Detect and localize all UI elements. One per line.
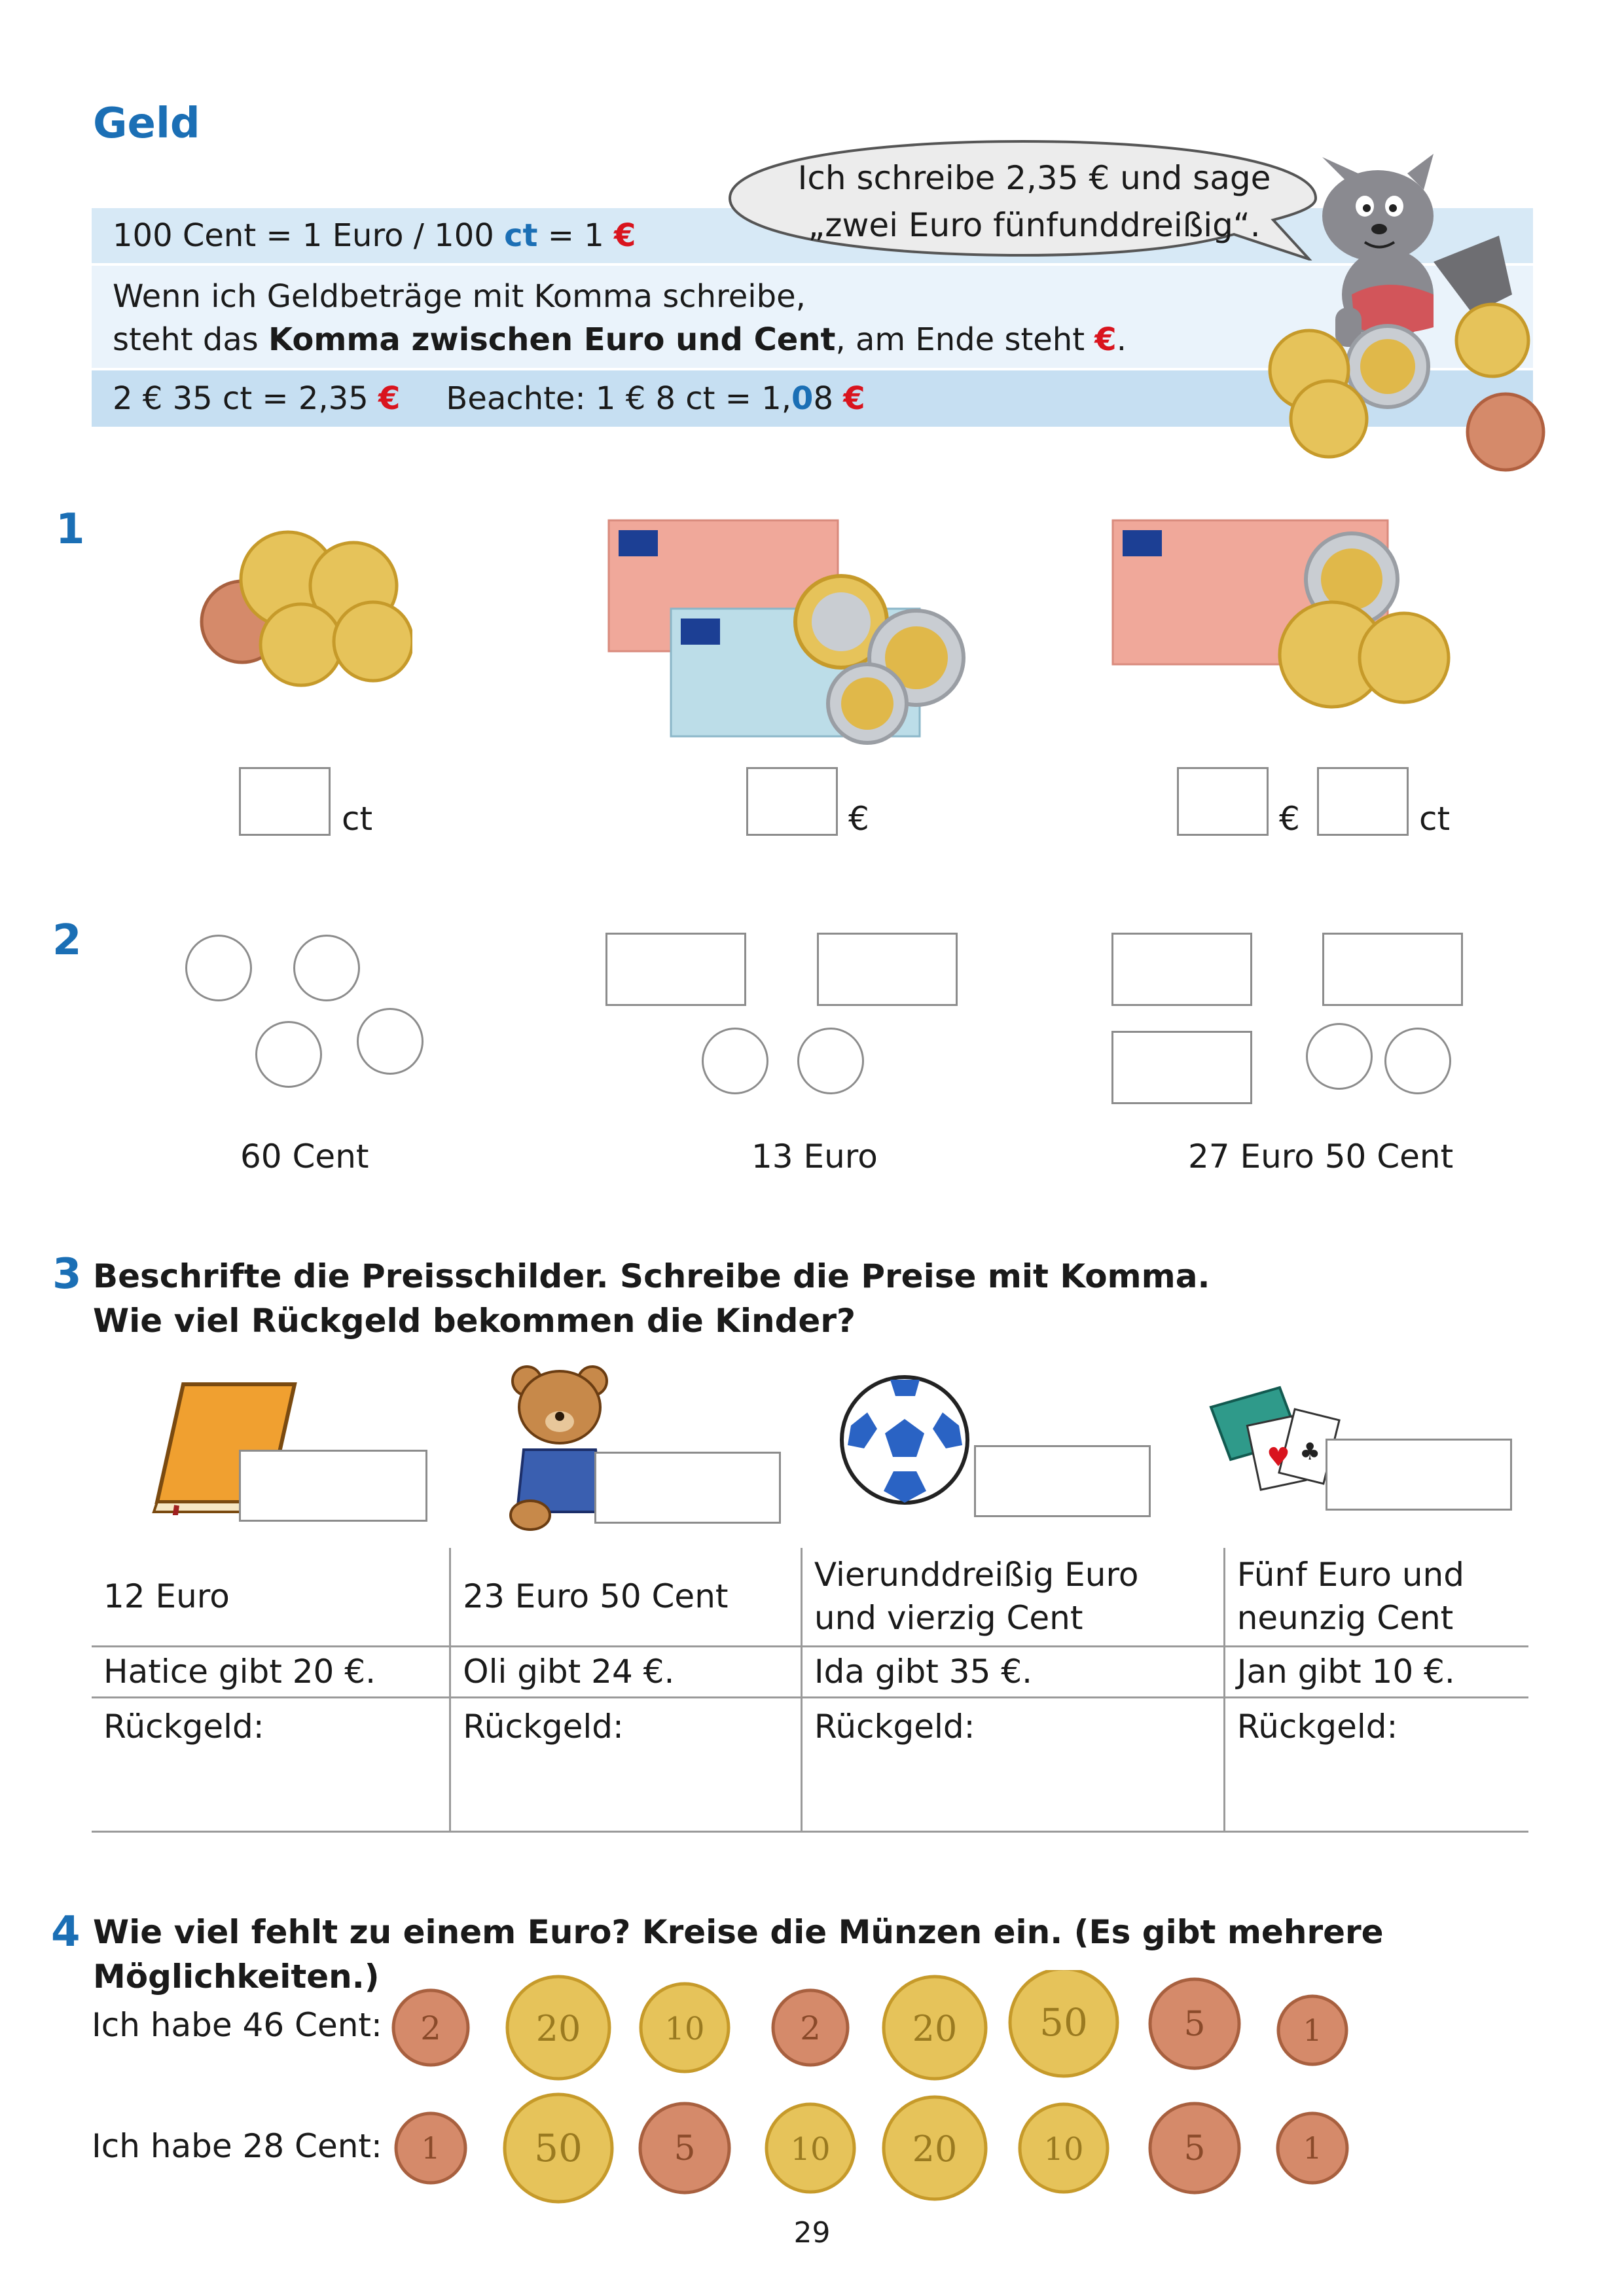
rule2-line1: Wenn ich Geldbeträge mit Komma schreibe, (113, 278, 806, 315)
task3-instruction-line2: Wie viel Rückgeld bekommen die Kinder? (93, 1302, 856, 1340)
svg-text:♣: ♣ (1299, 1439, 1321, 1465)
rule3-euro2: € (843, 380, 865, 417)
note-rect[interactable] (1322, 933, 1463, 1006)
rule2-end: . (1116, 321, 1127, 358)
coin-50-cent-icon (1010, 1970, 1117, 2076)
answer-box-2-euro[interactable] (746, 767, 838, 836)
task3-number: 3 (52, 1250, 82, 1299)
svg-text:10: 10 (1043, 2131, 1084, 2168)
note-rect[interactable] (817, 933, 958, 1006)
note-rect[interactable] (1111, 933, 1252, 1006)
page-number: 29 (793, 2216, 831, 2250)
coin-50-cent-icon (505, 2094, 612, 2202)
change-cell-2[interactable]: Rückgeld: (450, 1697, 802, 1831)
svg-text:20: 20 (912, 2008, 958, 2049)
price-text-4a: Fünf Euro und (1236, 1556, 1464, 1594)
price-tag-cards[interactable] (1326, 1439, 1512, 1511)
coin-circle[interactable] (255, 1021, 322, 1088)
note-rect[interactable] (1111, 1031, 1252, 1104)
task4-row2-label: Ich habe 28 Cent: (92, 2127, 382, 2165)
notes-coins-group-3-icon (1110, 517, 1463, 713)
price-text-1: 12 Euro (103, 1577, 230, 1616)
task3-table (92, 1548, 1528, 1833)
unit-euro-2: € (848, 800, 869, 838)
coin-circle[interactable] (797, 1028, 864, 1094)
task4-number: 4 (51, 1908, 81, 1956)
task3-instruction-line1: Beschrifte die Preisschilder. Schreibe die Preise mit Komma. (93, 1257, 1210, 1295)
price-cell-4 (1224, 1548, 1528, 1646)
rule1-text: 100 Cent = 1 Euro / 100 (113, 217, 505, 254)
price-cell-3 (801, 1548, 1224, 1646)
gives-cell-3: Ida gibt 35 €. (801, 1646, 1224, 1697)
coin-circle[interactable] (702, 1028, 768, 1094)
coin-20-cent-icon (884, 2097, 986, 2199)
unit-ct-3: ct (1419, 800, 1451, 838)
svg-text:10: 10 (790, 2131, 831, 2168)
unit-ct-1: ct (342, 800, 373, 838)
coin-10-cent-icon (767, 2104, 854, 2192)
svg-text:5: 5 (1183, 2005, 1206, 2044)
rule3-euro1: € (378, 380, 401, 417)
price-tag-teddy[interactable] (594, 1452, 781, 1524)
note-rect[interactable] (605, 933, 746, 1006)
coin-5-cent-icon (1150, 1979, 1239, 2068)
coin-circle[interactable] (1384, 1028, 1451, 1094)
price-tag-book[interactable] (239, 1450, 427, 1522)
coin-20-cent-icon (507, 1977, 609, 2079)
task2-label-2: 13 Euro (751, 1138, 878, 1175)
coin-5-cent-icon (1150, 2104, 1239, 2193)
answer-box-3-ct[interactable] (1317, 767, 1409, 836)
soccer-ball-icon (838, 1373, 972, 1507)
task4-row1-label: Ich habe 46 Cent: (92, 2006, 382, 2044)
price-cell-2 (450, 1548, 802, 1646)
coin-20-cent-icon (884, 1977, 986, 2079)
page-title: Geld (93, 99, 200, 148)
coin-2-cent-icon (773, 1990, 848, 2065)
svg-text:50: 50 (1039, 2000, 1088, 2045)
coin-circle[interactable] (293, 935, 360, 1001)
answer-box-1-ct[interactable] (239, 767, 331, 836)
price-text-2: 23 Euro 50 Cent (463, 1577, 729, 1616)
unit-euro-3: € (1279, 800, 1300, 838)
task2-number: 2 (52, 916, 82, 965)
svg-text:10: 10 (664, 2011, 705, 2047)
svg-text:20: 20 (912, 2128, 958, 2170)
price-cell-1 (92, 1548, 450, 1646)
coin-1-cent-icon (1278, 1996, 1346, 2064)
svg-text:1: 1 (1303, 2130, 1322, 2166)
rule3-part1: 2 € 35 ct = 2,35 (113, 380, 379, 417)
rule1-mid: = 1 (537, 217, 614, 254)
task2-label-3: 27 Euro 50 Cent (1188, 1138, 1454, 1175)
task2-label-1: 60 Cent (240, 1138, 369, 1175)
rule3-part2: Beachte: 1 € 8 ct = 1, (446, 380, 792, 417)
svg-text:2: 2 (800, 2009, 821, 2047)
rule2-text-b: , am Ende steht (835, 321, 1095, 358)
task4-coins (386, 1970, 1375, 2219)
coin-1-cent-icon (1278, 2113, 1347, 2183)
coin-2-cent-icon (393, 1990, 468, 2065)
price-text-3b: und vierzig Cent (814, 1599, 1083, 1638)
bubble-line1: Ich schreibe 2,35 € und sage (797, 159, 1271, 197)
svg-text:50: 50 (534, 2126, 583, 2170)
change-cell-3[interactable]: Rückgeld: (801, 1697, 1224, 1831)
svg-text:1: 1 (1303, 2013, 1322, 2048)
price-tag-ball[interactable] (974, 1445, 1151, 1517)
gives-cell-2: Oli gibt 24 €. (450, 1646, 802, 1697)
rule3-part3: 8 (813, 380, 844, 417)
rule2-text-a: steht das (113, 321, 269, 358)
task1-number: 1 (56, 505, 85, 554)
coin-10-cent-icon (641, 1984, 729, 2072)
gives-cell-4: Jan gibt 10 €. (1224, 1646, 1528, 1697)
coin-5-cent-icon (640, 2104, 729, 2193)
rule1-euro: € (614, 217, 636, 254)
coin-circle[interactable] (357, 1008, 424, 1075)
change-cell-4[interactable]: Rückgeld: (1224, 1697, 1528, 1831)
task3-instruction (93, 1254, 1210, 1343)
price-text-4b: neunzig Cent (1236, 1599, 1454, 1638)
coin-1-cent-icon (396, 2113, 465, 2183)
coin-10-cent-icon (1020, 2104, 1108, 2192)
coins-group-1-icon (190, 524, 412, 694)
svg-text:2: 2 (420, 2009, 441, 2047)
rule3-zero: 0 (791, 380, 814, 417)
price-text-3a: Vierunddreißig Euro (814, 1556, 1139, 1594)
answer-box-3-euro[interactable] (1177, 767, 1269, 836)
change-cell-1[interactable]: Rückgeld: (92, 1697, 450, 1831)
bat-mascot-icon (1237, 144, 1551, 484)
rule2-euro: € (1094, 321, 1117, 358)
notes-coins-group-2-icon (605, 517, 985, 746)
bubble-line2: „zwei Euro fünfunddreißig“. (808, 206, 1261, 244)
rule2-bold: Komma zwischen Euro und Cent (268, 321, 836, 358)
coin-circle[interactable] (185, 935, 252, 1001)
svg-text:5: 5 (674, 2129, 696, 2168)
speech-bubble-text (772, 154, 1296, 249)
coin-circle[interactable] (1306, 1023, 1373, 1090)
task4-instruction: Wie viel fehlt zu einem Euro? Kreise die Münzen ein. (Es gibt mehrere Möglichkeiten.) (93, 1913, 1384, 1996)
gives-cell-1: Hatice gibt 20 €. (92, 1646, 450, 1697)
rule1-ct: ct (504, 217, 538, 254)
svg-text:20: 20 (535, 2008, 581, 2049)
svg-text:1: 1 (421, 2130, 441, 2166)
svg-text:♥: ♥ (1267, 1443, 1290, 1473)
svg-text:5: 5 (1183, 2129, 1206, 2168)
